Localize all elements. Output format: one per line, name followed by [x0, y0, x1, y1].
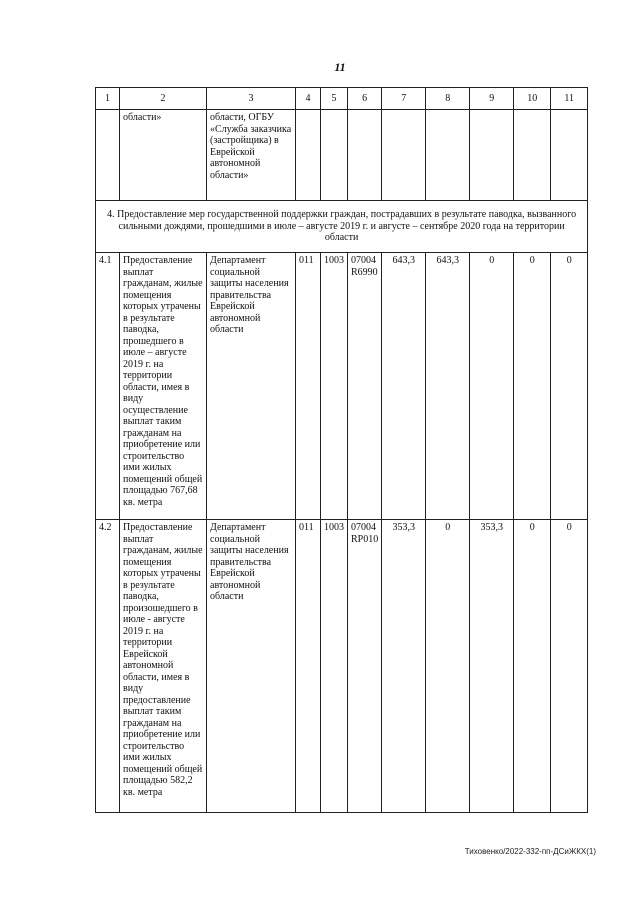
cell-code-ministry: 011: [296, 253, 321, 520]
page-number: 11: [334, 60, 346, 74]
cell-empty: [321, 110, 348, 201]
header-cell: 8: [426, 88, 470, 110]
cell-value: 0: [426, 520, 470, 813]
table-row: [96, 520, 588, 813]
cell-name: Предоставление выплат гражданам, жилые помещения которых утрачены в результате паводка, прошедшего в июле – августе 2019 г. на территории области, имея в виду осуществление выплат таким гражданам на приобретение или строительство ими жилых помещений общей площадью 767,68 кв. метра: [120, 253, 207, 520]
header-cell: 10: [514, 88, 551, 110]
header-cell: 5: [321, 88, 348, 110]
header-cell: 3: [207, 88, 296, 110]
cell-empty: [296, 110, 321, 201]
cell-empty: [514, 110, 551, 201]
header-cell: 11: [551, 88, 588, 110]
cell-value: 0: [551, 253, 588, 520]
cell-name: Предоставление выплат гражданам, жилые помещения которых утрачены в результате паводка, произошедшего в июле - августе 2019 г. на территории Еврейской автономной области, имея в виду предоставление выплат таким гражданам на приобретение или строительство ими жилых помещений общей площадью 582,2 кв. метра: [120, 520, 207, 813]
program-table: [95, 87, 588, 813]
cell-value: 0: [551, 520, 588, 813]
cell-empty: [426, 110, 470, 201]
cell-executor: Департамент социальной защиты населения правительства Еврейской автономной области: [207, 520, 296, 813]
cell-total: 353,3: [382, 520, 426, 813]
header-cell: 7: [382, 88, 426, 110]
header-cell: 1: [96, 88, 120, 110]
cell-value: 643,3: [426, 253, 470, 520]
continuation-row: [96, 110, 588, 201]
cell-name: области»: [120, 110, 207, 201]
cell-value: 0: [470, 253, 514, 520]
cell-executor: области, ОГБУ «Служба заказчика (застройщика) в Еврейской автономной области»: [207, 110, 296, 201]
cell-executor: Департамент социальной защиты населения правительства Еврейской автономной области: [207, 253, 296, 520]
header-cell: 2: [120, 88, 207, 110]
cell-value: 0: [514, 253, 551, 520]
header-cell: 4: [296, 88, 321, 110]
cell-code-section: 1003: [321, 520, 348, 813]
cell-value: 0: [514, 520, 551, 813]
cell-num: 4.2: [96, 520, 120, 813]
cell-num: 4.1: [96, 253, 120, 520]
table-row: [96, 253, 588, 520]
cell-code-target: 07004 R6990: [348, 253, 382, 520]
cell-empty: [382, 110, 426, 201]
header-cell: 6: [348, 88, 382, 110]
cell-empty: [470, 110, 514, 201]
cell-code-section: 1003: [321, 253, 348, 520]
header-cell: 9: [470, 88, 514, 110]
cell-code-target: 07004 RP010: [348, 520, 382, 813]
cell-empty: [348, 110, 382, 201]
section-heading: 4. Предоставление мер государственной поддержки граждан, пострадавших в результате паводка, вызванного сильными дождями, прошедшими в июле – августе 2019 г. и августе – сентябре 2020 года на территории области: [96, 201, 588, 253]
section-row: [96, 201, 588, 253]
cell-value: 353,3: [470, 520, 514, 813]
document-footer-code: Тиховенко/2022-332-пп-ДСиЖКХ(1): [464, 847, 596, 856]
cell-empty: [551, 110, 588, 201]
cell-total: 643,3: [382, 253, 426, 520]
cell-code-ministry: 011: [296, 520, 321, 813]
header-row: [96, 88, 588, 110]
cell-empty: [96, 110, 120, 201]
